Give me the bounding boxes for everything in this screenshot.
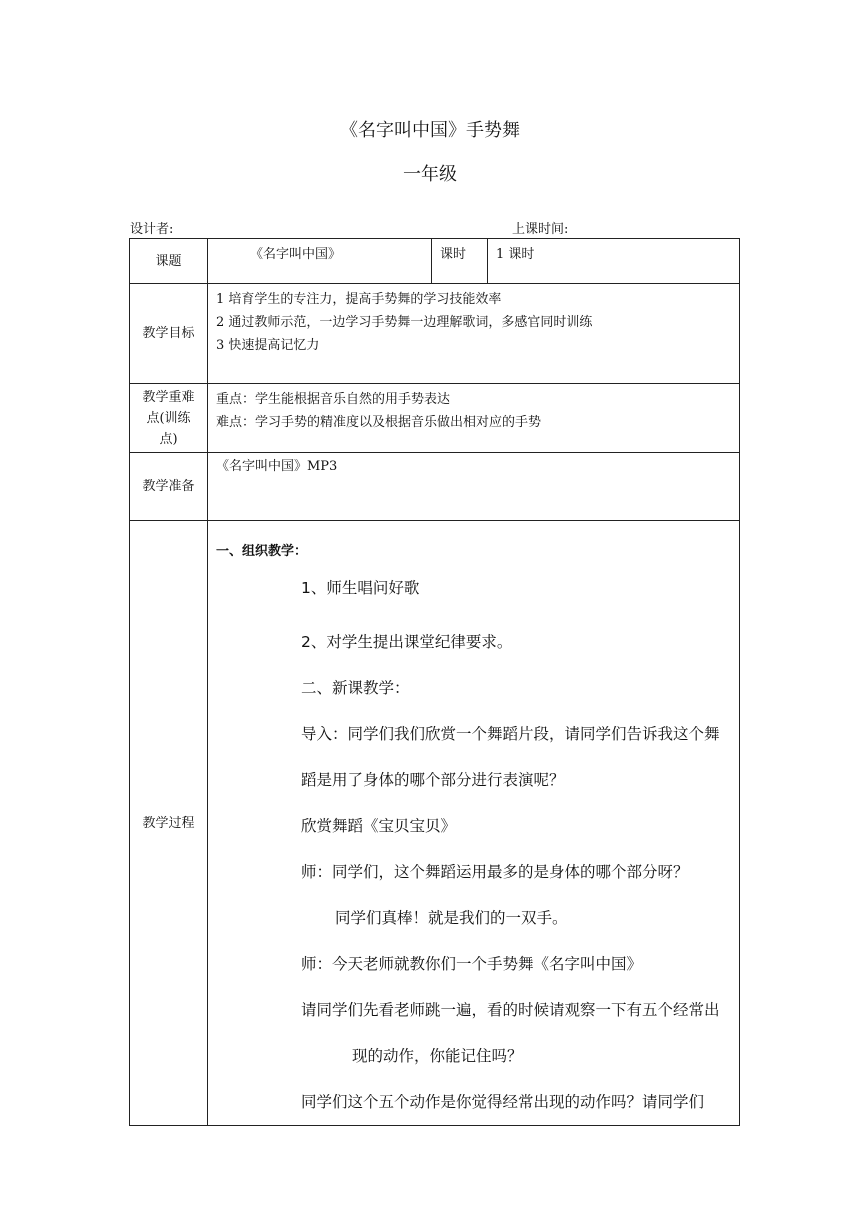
process-line: 二、新课教学： xyxy=(301,679,410,697)
grade-subtitle: 一年级 xyxy=(403,164,457,185)
process-cell xyxy=(208,521,740,1126)
goal-line: 3 快速提高记忆力 xyxy=(216,338,320,353)
prep-row xyxy=(130,453,740,521)
process-line: 同学们真棒！就是我们的一双手。 xyxy=(335,909,568,927)
document-title: 《名字叫中国》手势舞 xyxy=(340,120,520,141)
process-line: 师：今天老师就教你们一个手势舞《名字叫中国》 xyxy=(301,955,643,973)
topic-row xyxy=(130,239,740,284)
goals-cell xyxy=(208,284,740,384)
goal-line: 1 培育学生的专注力，提高手势舞的学习技能效率 xyxy=(216,292,502,307)
designer-label: 设计者: xyxy=(130,222,174,237)
process-line: 欣赏舞蹈《宝贝宝贝》 xyxy=(301,817,457,835)
process-line: 现的动作，你能记住吗？ xyxy=(352,1047,523,1065)
goals-row xyxy=(130,284,740,384)
process-line: 同学们这个五个动作是你觉得经常出现的动作吗？请同学们 xyxy=(301,1093,705,1111)
keypoint-line: 重点：学生能根据音乐自然的用手势表达 xyxy=(216,392,451,407)
lesson-plan-table xyxy=(129,238,740,1126)
process-line: 请同学们先看老师跳一遍，看的时候请观察一下有五个经常出 xyxy=(301,1001,720,1019)
topic-label: 课题 xyxy=(130,239,208,284)
keypoint-line: 难点：学习手势的精准度以及根据音乐做出相对应的手势 xyxy=(216,415,542,430)
keypoints-cell xyxy=(208,384,740,453)
goal-line: 2 通过教师示范，一边学习手势舞一边理解歌词，多感官同时训练 xyxy=(216,315,593,330)
keypoints-label: 教学重难 点(训练 点) xyxy=(130,384,208,453)
topic-value: 《名字叫中国》 xyxy=(250,247,342,262)
period-value-cell xyxy=(488,239,740,284)
prep-cell xyxy=(208,453,740,521)
period-label-cell xyxy=(432,239,488,284)
process-heading: 一、组织教学： xyxy=(216,544,308,559)
goals-label: 教学目标 xyxy=(130,284,208,384)
topic-value-cell xyxy=(208,239,432,284)
process-line: 1、师生唱问好歌 xyxy=(301,579,420,597)
period-value: 1 课时 xyxy=(496,247,535,262)
period-label: 课时 xyxy=(440,247,467,262)
process-line: 蹈是用了身体的哪个部分进行表演呢？ xyxy=(301,771,565,789)
prep-value: 《名字叫中国》MP3 xyxy=(216,459,338,474)
process-line: 2、对学生提出课堂纪律要求。 xyxy=(301,633,513,651)
prep-label: 教学准备 xyxy=(130,453,208,521)
process-line: 师：同学们，这个舞蹈运用最多的是身体的哪个部分呀？ xyxy=(301,863,689,881)
process-line: 导入：同学们我们欣赏一个舞蹈片段，请同学们告诉我这个舞 xyxy=(301,725,720,743)
keypoints-row xyxy=(130,384,740,453)
class-time-label: 上课时间: xyxy=(512,222,569,237)
process-row xyxy=(130,521,740,1126)
process-label: 教学过程 xyxy=(130,521,208,1126)
